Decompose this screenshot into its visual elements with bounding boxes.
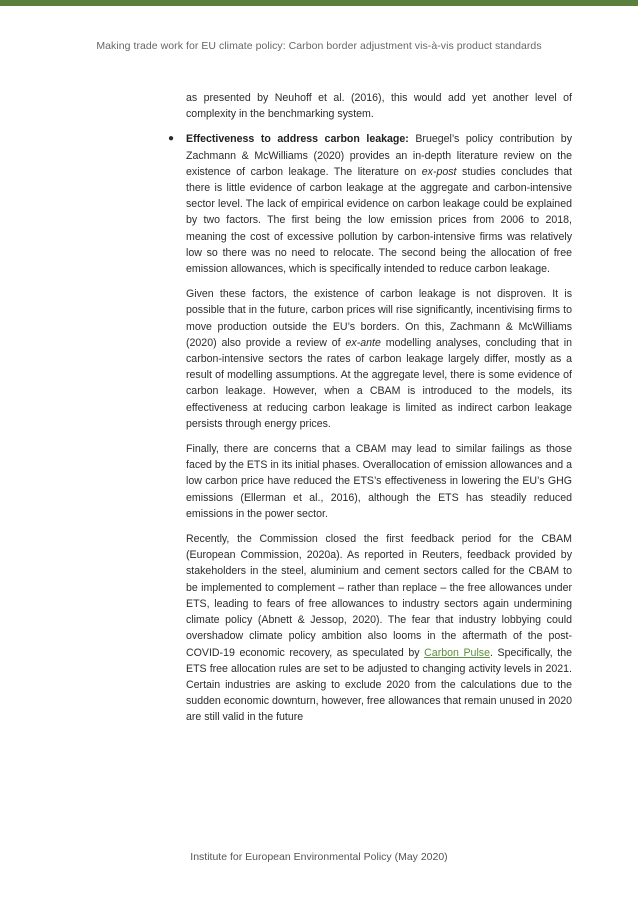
bullet-text-part1: Bruegel’s policy contribution by Zachmann & McWilliams (2020) provides an in-depth literature review on the existence of carbon leakage. The literature on [186, 133, 572, 178]
paragraph-emphasis: ex-ante [345, 336, 381, 349]
carbon-pulse-link[interactable]: Carbon Pulse [424, 646, 490, 659]
paragraph-given-these-factors [186, 286, 572, 432]
paragraph-text-part2: modelling analyses, concluding that in carbon-intensive sectors the rates of carbon leakage largely differ, mostly as a result of modelling assumptions. At the aggregate level, there is some evidence of carbon leakage. However, when a CBAM is introduced to the models, its effectiveness at reducing carbon leakage is limited as indirect carbon leakage persists through energy prices. [186, 336, 572, 430]
paragraph-finally: Finally, there are concerns that a CBAM may lead to similar failings as those faced by the ETS in its initial phases. Overallocation of emission allowances and a low carbon price have reduced the ETS’s effectiveness in lowering the EU’s GHG emissions (Ellerman et al., 2016), although the ETS has steadily reduced emissions in the power sector. [186, 443, 572, 520]
paragraph-text-part2: . Specifically, the ETS free allocation rules are set to be adjusted to changing activity levels in 2021. Certain industries are asking to exclude 2020 from the calculations due to the sudden economic downturn, however, free allowances that remain unused in 2020 are still valid in the future [186, 646, 572, 724]
bullet-item-carbon-leakage [168, 131, 572, 277]
paragraph-continued: as presented by Neuhoff et al. (2016), this would add yet another level of complexity in the benchmarking system. [186, 92, 572, 121]
page-footer: Institute for European Environmental Policy (May 2020) [190, 851, 448, 863]
bullet-text-part2: studies concludes that there is little evidence of carbon leakage at the aggregate and carbon-intensive sector level. The lack of empirical evidence on carbon leakage could be explained by two factors. The first being the low emission prices from 2006 to 2018, meaning the cost of excessive pollution by carbon-intensive firms was relatively low so there was no need to relocate. The second being the allocation of free emission allowances, which is specifically intended to reduce carbon leakage. [186, 165, 572, 276]
paragraph-text-part1: Recently, the Commission closed the first feedback period for the CBAM (European Commission, 2020a). As reported in Reuters, feedback provided by stakeholders in the steel, aluminium and cement sectors called for the CBAM to be implemented to complement – rather than replace – the free allowances under ETS, leading to fears of free allowances to industry sectors again undermining climate policy (Abnett & Jessop, 2020). The fear that industry lobbying could overshadow climate policy ambition also looms in the aftermath of the post-COVID-19 economic recovery, as speculated by [186, 533, 572, 659]
running-header: Making trade work for EU climate policy: Carbon border adjustment vis-à-vis product standards [96, 40, 542, 52]
top-accent-bar [0, 0, 638, 6]
bullet-icon: ● [168, 133, 175, 145]
bullet-heading: Effectiveness to address carbon leakage: [186, 133, 409, 146]
bullet-emphasis: ex-post [421, 165, 457, 178]
paragraph-recently [186, 531, 572, 725]
paragraph-text-part1: Given these factors, the existence of carbon leakage is not disproven. It is possible that in the future, carbon prices will rise significantly, incentivising firms to move production outside the EU’s borders. On this, Zachmann & McWilliams (2020) also provide a review of [186, 288, 572, 349]
main-text [168, 90, 572, 735]
